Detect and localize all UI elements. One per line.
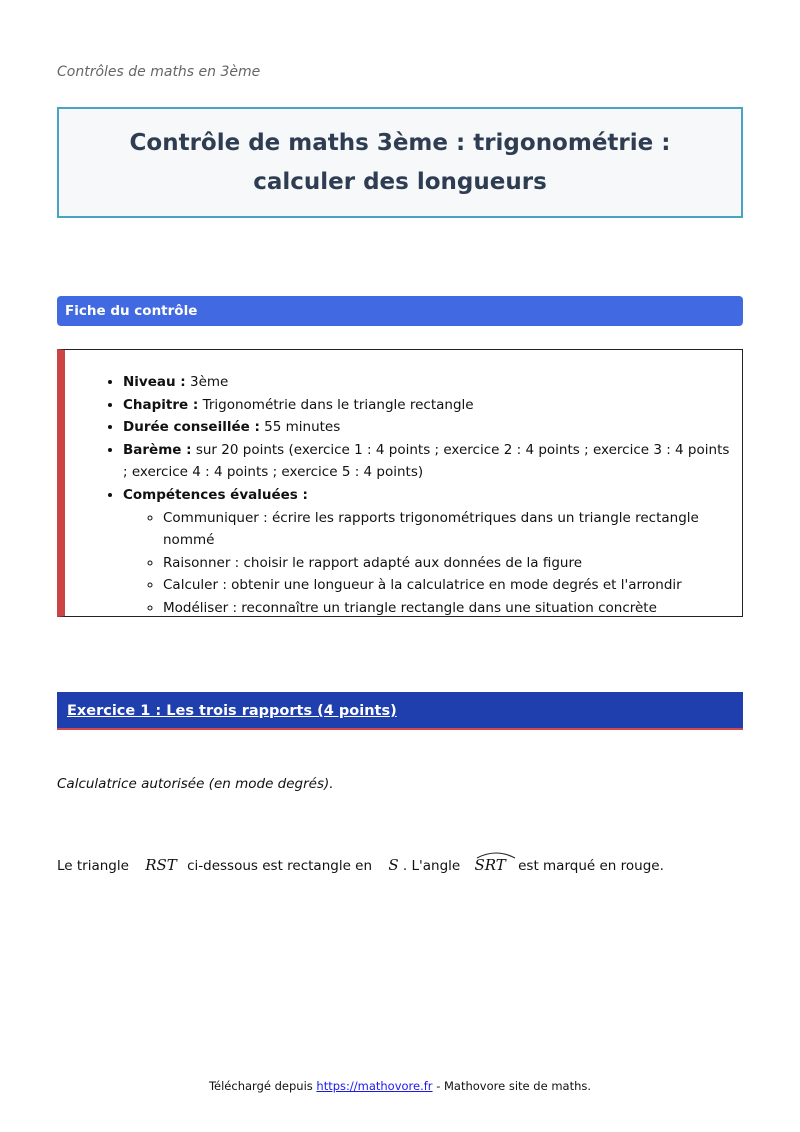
exercise-1-heading[interactable]: [57, 692, 743, 730]
list-item-competences: [123, 484, 733, 620]
calculator-note: Calculatrice autorisée (en mode degrés).: [57, 776, 334, 792]
niveau-value: 3ème: [190, 374, 229, 390]
vertex-name: S: [388, 856, 399, 874]
footer-prefix: Téléchargé depuis: [208, 1079, 313, 1093]
footer-link[interactable]: https://mathovore.fr: [316, 1079, 433, 1093]
footer: [0, 1079, 800, 1093]
competences-list: [123, 507, 733, 620]
competence-item: ◦ Raisonner : choisir le rapport adapté aux données de la figure: [163, 552, 733, 575]
duree-value: 55 minutes: [264, 419, 341, 436]
list-item-duree: [123, 416, 733, 439]
chapitre-value: Trigonométrie dans le triangle rectangle: [202, 396, 474, 413]
fiche-box: [57, 349, 743, 617]
angle-name: SRT: [474, 856, 506, 874]
footer-suffix: - Mathovore site de maths.: [436, 1079, 592, 1093]
angle-hat-icon: [475, 849, 517, 859]
niveau-label: Niveau :: [123, 374, 186, 390]
competence-item: ◦ Communiquer : écrire les rapports trigonométriques dans un triangle rectangle nommé: [163, 507, 733, 552]
sentence-part1: Le triangle: [57, 858, 129, 874]
exercise-1-link[interactable]: Exercice 1 : Les trois rapports (4 points): [67, 703, 397, 719]
bareme-label: Barème :: [123, 441, 192, 458]
title-box: [57, 107, 743, 218]
bareme-value: sur 20 points (exercice 1 : 4 points ; exercice 2 : 4 points ; exercice 3 : 4 points ; exercice 4 : 4 points ; exercice 5 : 4 points): [123, 441, 730, 481]
angle-symbol: [475, 852, 506, 874]
competence-item: ◦ Modéliser : reconnaître un triangle rectangle dans une situation concrète: [163, 597, 733, 620]
chapitre-label: Chapitre :: [123, 396, 199, 413]
triangle-name: RST: [145, 856, 177, 874]
sentence-part4: est marqué en rouge.: [518, 858, 664, 874]
fiche-heading: Fiche du contrôle: [57, 296, 743, 326]
sentence-part2: ci-dessous est rectangle en: [187, 858, 373, 874]
breadcrumb: Contrôles de maths en 3ème: [57, 64, 261, 80]
sentence-part3: . L'angle: [402, 858, 461, 874]
list-item-chapitre: [123, 394, 733, 417]
list-item-bareme: [123, 439, 733, 484]
list-item-niveau: [123, 371, 733, 394]
competence-item: ◦ Calculer : obtenir une longueur à la calculatrice en mode degrés et l'arrondir: [163, 574, 733, 597]
page-title: Contrôle de maths 3ème : trigonométrie : calculer des longueurs: [129, 129, 671, 195]
duree-label: Durée conseillée :: [123, 419, 260, 436]
competences-label: Compétences évaluées :: [123, 486, 308, 503]
fiche-list: [123, 371, 733, 620]
exercise-sentence: [57, 852, 664, 876]
